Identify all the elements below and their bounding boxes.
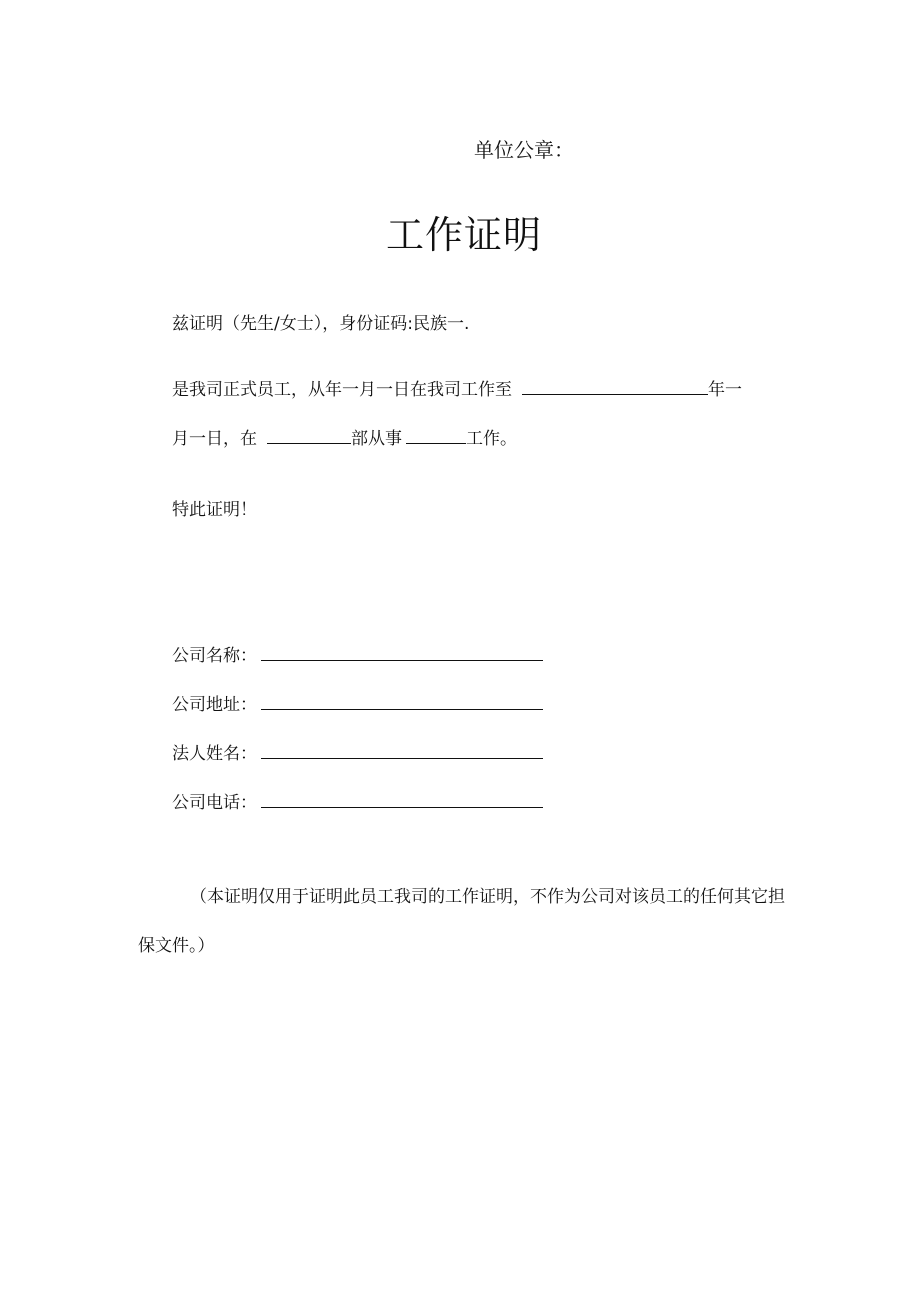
date-text: 月一日，在 [172, 429, 257, 449]
certify-line [172, 312, 469, 336]
field-label: 公司地址： [172, 695, 257, 715]
field-legal-person [172, 741, 543, 766]
company-name-blank[interactable] [261, 643, 543, 661]
department-line [172, 425, 517, 451]
seal-label: 单位公章： [474, 138, 574, 162]
department-blank[interactable] [267, 425, 351, 444]
note-line-2: 保文件。） [138, 936, 215, 956]
company-phone-blank[interactable] [261, 790, 543, 808]
field-label: 公司电话： [172, 793, 257, 813]
employment-line [172, 376, 742, 402]
certify-text: 兹证明（先生/女士），身份证码:民族一. [172, 314, 470, 334]
job-blank[interactable] [406, 425, 466, 444]
document-title: 工作证明 [386, 213, 543, 257]
company-address-blank[interactable] [261, 692, 543, 710]
field-company-address [172, 692, 543, 717]
dept-text: 部从事 [351, 429, 402, 449]
year-text: 年一 [708, 380, 742, 400]
field-label: 公司名称： [172, 646, 257, 666]
field-company-phone [172, 790, 543, 815]
legal-person-blank[interactable] [261, 741, 543, 759]
note-line-1: （本证明仅用于证明此员工我司的工作证明，不作为公司对该员工的任何其它担 [190, 887, 785, 907]
employment-text: 是我司正式员工，从年一月一日在我司工作至 [172, 380, 512, 400]
closing-line: 特此证明！ [172, 500, 257, 520]
field-label: 法人姓名： [172, 744, 257, 764]
work-text: 工作。 [466, 429, 517, 449]
end-date-blank[interactable] [522, 376, 708, 395]
field-company-name [172, 643, 543, 668]
